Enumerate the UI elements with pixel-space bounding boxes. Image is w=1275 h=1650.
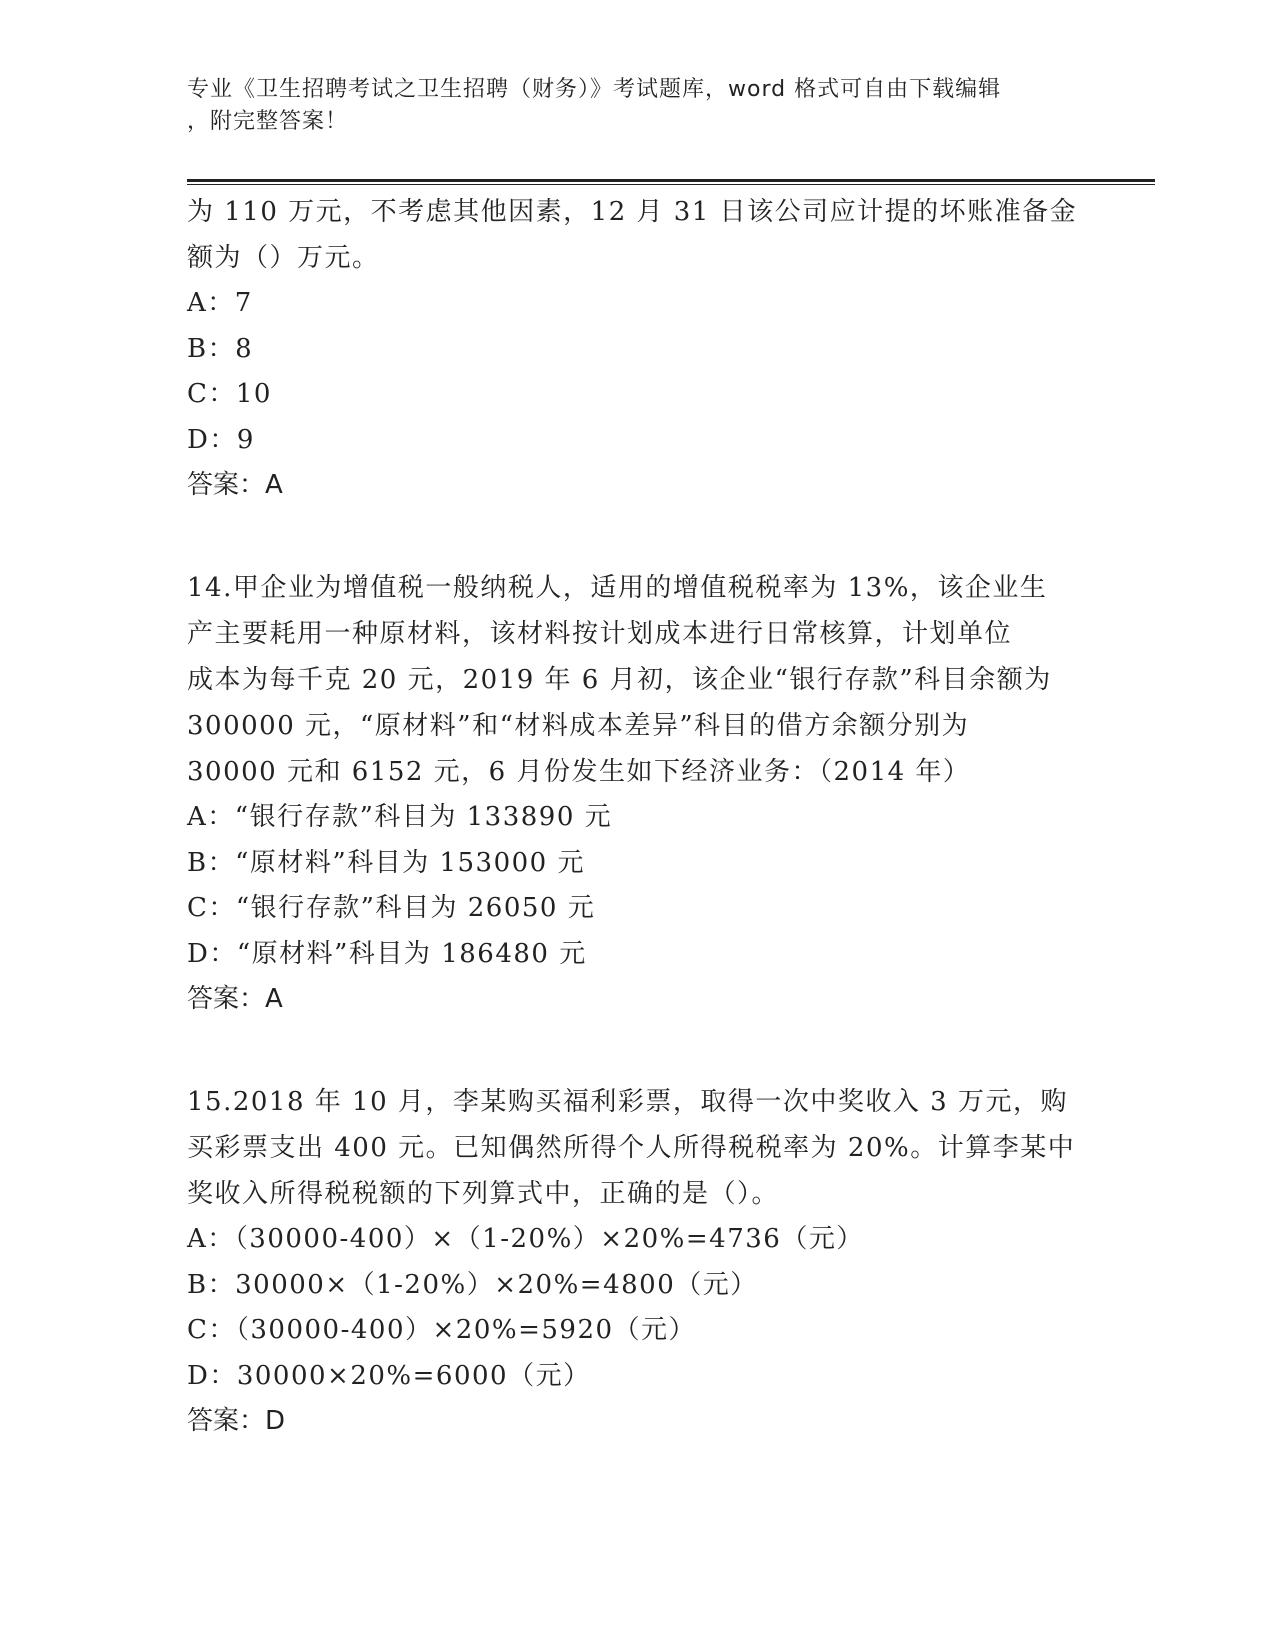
option-c: C：“银行存款”科目为 26050 元	[187, 893, 596, 923]
answer-line: 答案：D	[187, 1406, 286, 1436]
document-header	[187, 74, 1067, 138]
option-b: B：“原材料”科目为 153000 元	[187, 847, 585, 878]
question-stem-line: 300000 元，“原材料”和“材料成本差异”科目的借方余额分别为	[187, 711, 970, 741]
option-a: A：“银行存款”科目为 133890 元	[187, 802, 613, 832]
option-d: D：“原材料”科目为 186480 元	[187, 938, 587, 969]
option-d: D：9	[187, 424, 255, 455]
header-rule-thin	[187, 184, 1155, 185]
option-b: B：8	[187, 333, 254, 364]
question-block	[187, 189, 1087, 507]
question-stem-line: 14.甲企业为增值税一般纳税人，适用的增值税税率为 13%，该企业生	[187, 573, 1048, 603]
answer-line: 答案：A	[187, 470, 283, 500]
question-stem-line: 30000 元和 6152 元，6 月份发生如下经济业务：（2014 年）	[187, 757, 971, 787]
question-stem-line: 奖收入所得税税额的下列算式中，正确的是（）。	[187, 1179, 780, 1209]
document-body	[187, 189, 1087, 1443]
option-d: D：30000×20%=6000（元）	[187, 1360, 591, 1391]
question-stem-line: 额为（）万元。	[187, 243, 380, 273]
option-a: A：（30000-400）×（1-20%）×20%=4736（元）	[187, 1224, 864, 1254]
option-c: C：（30000-400）×20%=5920（元）	[187, 1315, 697, 1345]
question-block	[187, 565, 1087, 1021]
question-stem-line: 15.2018 年 10 月，李某购买福利彩票，取得一次中奖收入 3 万元，购	[187, 1087, 1068, 1117]
header-line-1: 专业《卫生招聘考试之卫生招聘（财务）》考试题库，word 格式可自由下载编辑	[187, 77, 1002, 102]
question-stem-line: 为 110 万元，不考虑其他因素，12 月 31 日该公司应计提的坏账准备金	[187, 197, 1078, 227]
question-stem-line: 产主要耗用一种原材料，该材料按计划成本进行日常核算，计划单位	[187, 619, 1013, 649]
option-c: C：10	[187, 379, 272, 409]
header-line-2: ，附完整答案！	[187, 109, 349, 134]
option-b: B：30000×（1-20%）×20%=4800（元）	[187, 1269, 758, 1300]
question-block	[187, 1079, 1087, 1443]
header-rule-thick	[187, 179, 1155, 182]
option-a: A：7	[187, 288, 253, 318]
question-stem-line: 成本为每千克 20 元，2019 年 6 月初，该企业“银行存款”科目余额为	[187, 665, 1052, 695]
answer-line: 答案：A	[187, 984, 283, 1014]
question-stem-line: 买彩票支出 400 元。已知偶然所得个人所得税税率为 20%。计算李某中	[187, 1133, 1076, 1163]
